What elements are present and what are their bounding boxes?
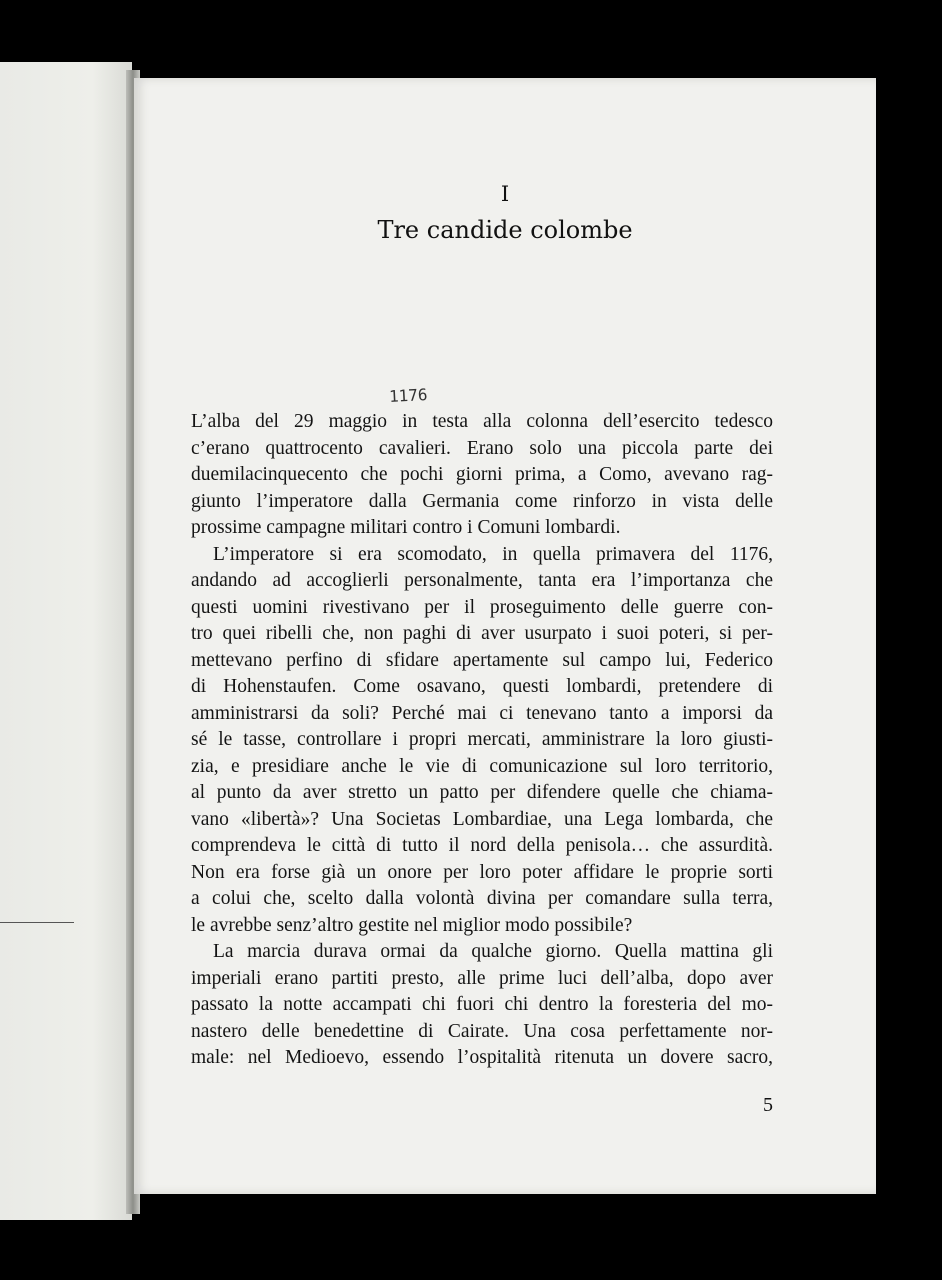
chapter-title: Tre candide colombe bbox=[377, 216, 633, 244]
footnote-rule bbox=[0, 922, 74, 923]
text-line: questi uomini rivestivano per il proseguimento delle guerre con- bbox=[191, 596, 773, 618]
text-line: mettevano perfino di sfidare apertamente sul campo lui, Federico bbox=[191, 649, 773, 671]
page-number: 5 bbox=[763, 1094, 773, 1116]
text-line: le avrebbe senz’altro gestite nel miglior modo possibile? bbox=[191, 914, 633, 936]
text-line: passato la notte accampati chi fuori chi dentro la foresteria del mo- bbox=[191, 994, 773, 1015]
text-line: sé le tasse, controllare i propri mercati, amministrare la loro giusti- bbox=[191, 729, 773, 750]
text-line: prossime campagne militari contro i Comuni lombardi. bbox=[191, 517, 621, 538]
text-line: imperiali erano partiti presto, alle prime luci dell’alba, dopo aver bbox=[191, 967, 773, 989]
text-line: giunto l’imperatore dalla Germania come rinforzo in vista delle bbox=[191, 490, 773, 512]
text-line: nastero delle benedettine di Cairate. Una cosa perfettamente nor- bbox=[191, 1020, 773, 1042]
chapter-number: I bbox=[500, 182, 510, 206]
text-line: tro quei ribelli che, non paghi di aver usurpato i suoi poteri, si per- bbox=[191, 623, 773, 644]
body-text bbox=[191, 409, 773, 1072]
text-line: andando ad accoglierli personalmente, tanta era l’importanza che bbox=[191, 570, 773, 591]
text-line: Non era forse già un onore per loro poter affidare le proprie sorti bbox=[191, 861, 773, 883]
handwritten-annotation: 1176 bbox=[388, 385, 429, 406]
text-line: male: nel Medioevo, essendo l’ospitalità ritenuta un dovere sacro, bbox=[191, 1047, 773, 1068]
text-line: zia, e presidiare anche le vie di comunicazione sul loro territorio, bbox=[191, 755, 773, 777]
text-line: La marcia durava ormai da qualche giorno. Quella mattina gli bbox=[213, 941, 773, 962]
text-line: comprendeva le città di tutto il nord della penisola… che assurdità. bbox=[191, 835, 773, 856]
text-line: c’erano quattrocento cavalieri. Erano solo una piccola parte dei bbox=[191, 437, 773, 459]
text-line: amministrarsi da soli? Perché mai ci tenevano tanto a imporsi da bbox=[191, 702, 773, 724]
text-line: a colui che, scelto dalla volontà divina per comandare sulla terra, bbox=[191, 888, 773, 909]
text-line: L’imperatore si era scomodato, in quella primavera del 1176, bbox=[213, 543, 773, 565]
text-line: duemilacinquecento che pochi giorni prima, a Como, avevano rag- bbox=[191, 464, 773, 485]
right-page bbox=[134, 78, 876, 1194]
text-line: vano «libertà»? Una Societas Lombardiae, una Lega lombarda, che bbox=[191, 808, 773, 830]
text-line: al punto da aver stretto un patto per difendere quelle che chiama- bbox=[191, 782, 773, 803]
text-line: L’alba del 29 maggio in testa alla colonna dell’esercito tedesco bbox=[191, 411, 773, 432]
text-line: di Hohenstaufen. Come osavano, questi lombardi, pretendere di bbox=[191, 676, 773, 697]
left-page bbox=[0, 62, 132, 1220]
